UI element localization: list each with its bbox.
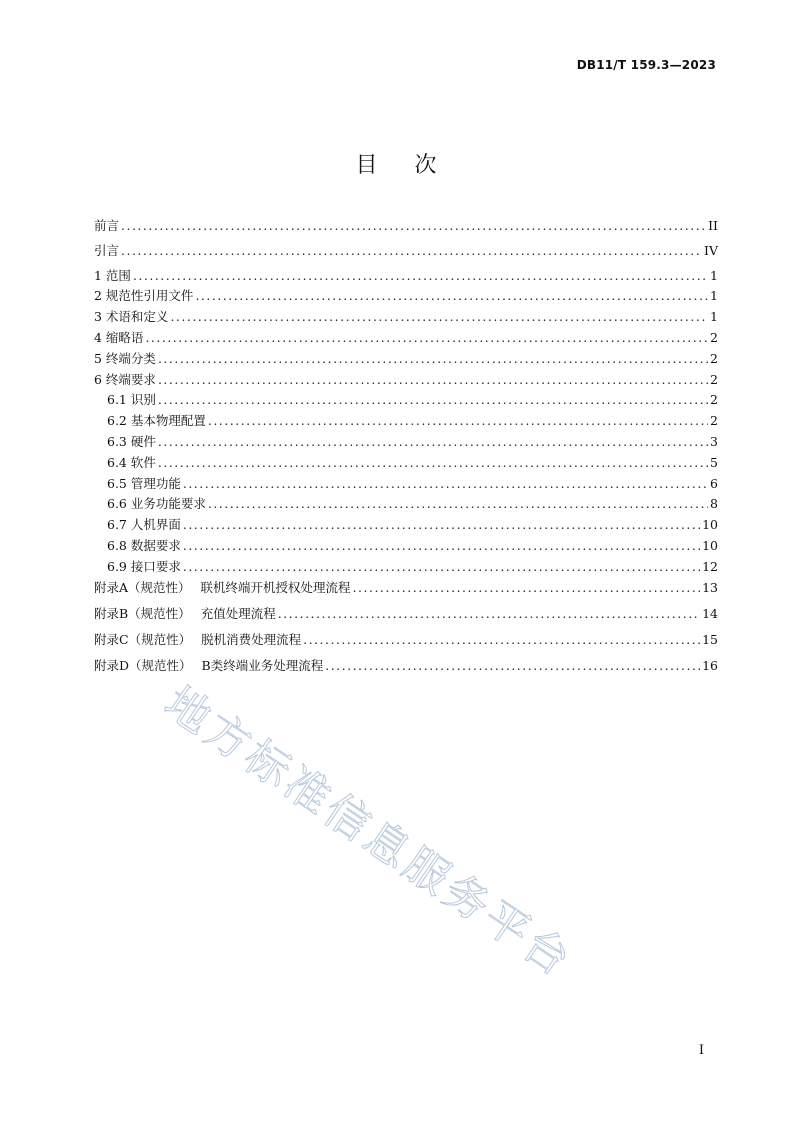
toc-entry-appendix[interactable]	[94, 630, 718, 656]
table-of-contents	[94, 216, 718, 682]
toc-entry-page: 10	[702, 517, 718, 533]
leader-dots	[121, 243, 702, 258]
appendix-label: 附录B（规范性）	[94, 605, 191, 621]
toc-entry-page: 13	[702, 579, 718, 595]
toc-entry-page: 2	[710, 413, 718, 429]
leader-dots	[158, 455, 708, 470]
toc-entry-subsection[interactable]	[94, 453, 718, 474]
leader-dots	[183, 538, 700, 553]
toc-entry-section[interactable]	[94, 370, 718, 391]
toc-entry-page: 1	[710, 267, 718, 283]
toc-entry-section[interactable]	[94, 266, 718, 287]
title-char-left: 目	[355, 153, 378, 178]
toc-entry-page: 2	[710, 350, 718, 366]
toc-entry-text: 6.7 人机界面	[107, 517, 181, 533]
leader-dots	[158, 434, 708, 449]
leader-dots	[158, 351, 708, 366]
toc-entry-appendix[interactable]	[94, 656, 718, 682]
appendix-label: 附录A（规范性）	[94, 579, 191, 595]
toc-entry-subsection[interactable]	[94, 432, 718, 453]
leader-dots	[303, 632, 700, 647]
leader-dots	[133, 268, 708, 283]
toc-entry-subsection[interactable]	[94, 536, 718, 557]
toc-entry-section[interactable]	[94, 286, 718, 307]
toc-entry-page: 15	[702, 631, 718, 647]
leader-dots	[208, 496, 708, 511]
toc-entry-page: 8	[710, 496, 718, 512]
toc-entry-page: 2	[710, 329, 718, 345]
page-number: I	[698, 1043, 704, 1058]
toc-entry-page: II	[708, 218, 718, 233]
toc-entry-text: 6.4 软件	[107, 454, 156, 470]
leader-dots	[195, 288, 708, 303]
toc-entry-subsection[interactable]	[94, 411, 718, 432]
leader-dots	[170, 309, 708, 324]
toc-entry-page: 5	[710, 454, 718, 470]
leader-dots	[158, 392, 708, 407]
toc-entry-page: 10	[702, 537, 718, 553]
toc-entry-text: 引言	[94, 242, 120, 258]
toc-entry-page: 2	[710, 371, 718, 387]
toc-entry-appendix[interactable]	[94, 604, 718, 630]
leader-dots	[121, 218, 706, 233]
toc-entry-preface[interactable]	[94, 216, 718, 237]
toc-entry-text: 前言	[94, 218, 120, 233]
toc-entry-page: 6	[710, 475, 718, 491]
document-code: DB11/T 159.3—2023	[576, 58, 716, 72]
toc-entry-section[interactable]	[94, 307, 718, 328]
leader-dots	[278, 606, 700, 621]
watermark: 地方标准信息服务平台	[155, 677, 582, 988]
toc-entry-text: 6.5 管理功能	[107, 475, 181, 491]
title-char-right: 次	[414, 153, 437, 178]
toc-entry-page: IV	[704, 242, 718, 258]
toc-entry-text: 5 终端分类	[94, 350, 156, 366]
leader-dots	[208, 413, 708, 428]
leader-dots	[183, 476, 708, 491]
toc-entry-text: 6.1 识别	[107, 392, 156, 408]
toc-entry-introduction[interactable]	[94, 241, 718, 262]
leader-dots	[183, 517, 700, 532]
toc-entry-section[interactable]	[94, 328, 718, 349]
toc-entry-appendix[interactable]	[94, 578, 718, 604]
toc-entry-text: 脱机消费处理流程	[201, 631, 302, 647]
toc-entry-text: 1 范围	[94, 267, 131, 283]
toc-entry-page: 14	[702, 605, 718, 621]
toc-entry-text: 3 术语和定义	[94, 309, 169, 325]
leader-dots	[325, 658, 700, 673]
toc-entry-page: 16	[702, 657, 718, 673]
toc-entry-text: 4 缩略语	[94, 329, 144, 345]
toc-entry-page: 3	[710, 433, 718, 449]
toc-entry-text: 充值处理流程	[200, 605, 276, 621]
toc-entry-page: 1	[710, 288, 718, 304]
toc-entry-text: 6 终端要求	[94, 371, 156, 387]
appendix-label: 附录C（规范性）	[94, 631, 192, 647]
toc-entry-subsection[interactable]	[94, 494, 718, 515]
toc-entry-text: 联机终端开机授权处理流程	[200, 579, 351, 595]
toc-entry-text: 6.8 数据要求	[107, 537, 181, 553]
toc-entry-subsection[interactable]	[94, 390, 718, 411]
leader-dots	[353, 580, 701, 595]
toc-entry-page: 1	[710, 309, 718, 325]
appendix-label: 附录D（规范性）	[94, 657, 192, 673]
toc-entry-subsection[interactable]	[94, 474, 718, 495]
toc-entry-page: 2	[710, 392, 718, 408]
toc-entry-subsection[interactable]	[94, 557, 718, 578]
toc-entry-text: 6.6 业务功能要求	[107, 496, 206, 512]
leader-dots	[145, 330, 708, 345]
toc-entry-text: 6.9 接口要求	[107, 558, 181, 574]
toc-entry-text: 6.3 硬件	[107, 433, 156, 449]
toc-entry-page: 12	[702, 558, 718, 574]
toc-entry-text: B类终端业务处理流程	[201, 657, 324, 673]
toc-entry-subsection[interactable]	[94, 515, 718, 536]
page-title	[0, 148, 792, 179]
toc-entry-text: 2 规范性引用文件	[94, 288, 194, 304]
toc-entry-text: 6.2 基本物理配置	[107, 413, 206, 429]
leader-dots	[183, 559, 700, 574]
toc-entry-section[interactable]	[94, 349, 718, 370]
leader-dots	[158, 372, 708, 387]
